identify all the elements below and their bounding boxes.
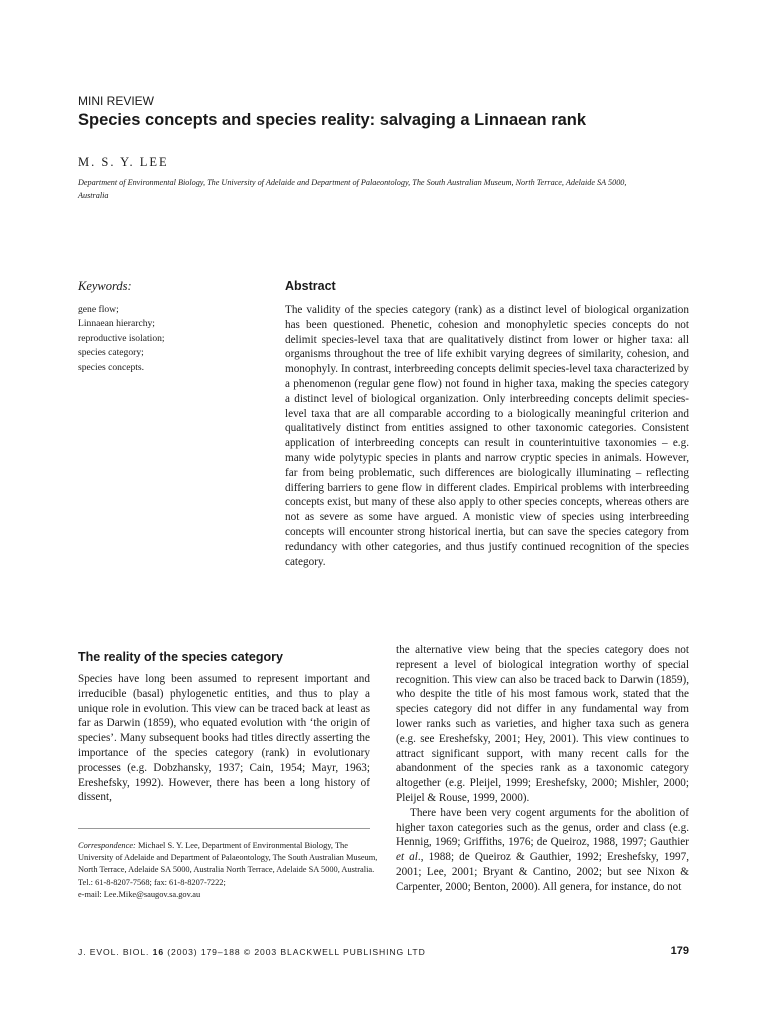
keywords-list [78, 303, 165, 375]
keyword-item: species concepts. [78, 361, 145, 373]
author-name: M. S. Y. LEE [78, 155, 169, 169]
body-paragraph: Species have long been assumed to represent important and irreducible (basal) phylogenetic entities, and thus to play a unique role in evolution. This view can be traced back at least as far as Darwin (1859), who equated evolution with ‘the origin of species’. Many subsequent books had titles directly asserting the importance of the species category (rank) in evolutionary processes (e.g. Dobzhansky, 1937; Cain, 1954; Mayr, 1963; Ereshefsky, 1992). However, there has been a long history of dissent, [78, 673, 370, 804]
paragraph-text: ., 1988; de Queiroz & Gauthier, 1992; Ereshefsky, 1997, 2001; Lee, 2001; Bryant & Cantino, 2002; but see Nixon & Carpenter, 2000; Benton, 2000). All genera, for instance, do not [396, 851, 689, 893]
correspondence-note [78, 840, 378, 901]
keyword-item: Linnaean hierarchy; [78, 318, 155, 330]
section-heading: The reality of the species category [78, 650, 283, 664]
article-title: Species concepts and species reality: salvaging a Linnaean rank [78, 111, 587, 129]
journal-footer [78, 947, 426, 957]
body-paragraph-continued: the alternative view being that the species category does not represent a level of biological integration worthy of special recognition. This view can also be traced back to Darwin (1859), who despite the title of his most famous work, stated that the species category did not differ in any fundamental way from lower ranks such as varieties, and higher taxa such as genera (e.g. see Ereshefsky, 2001; Hey, 2001). This view continues to attract significant support, with many recent calls for the abandonment of the species rank as a taxonomic category altogether (e.g. Pleijel, 1999; Ereshefsky, 2000; Mishler, 2000; Pleijel & Rouse, 1999, 2000). [396, 644, 689, 804]
abstract-heading: Abstract [285, 279, 336, 293]
author-affiliation: Department of Environmental Biology, The University of Adelaide and Department of Palaeontology, The South Australian Museum, North Terrace, Adelaide SA 5000, Australia [78, 178, 627, 200]
footnote-divider [78, 828, 370, 829]
correspondence-phone: Tel.: 61-8-8207-7568; fax: 61-8-8207-7222; [78, 877, 226, 887]
paragraph-text: There have been very cogent arguments for the abolition of higher taxon categories such as the genus, order and class (e.g. Hennig, 1969; Griffiths, 1976; de Queiroz, 1988, 1997; Gauthier [396, 806, 689, 849]
keyword-item: gene flow; [78, 304, 119, 315]
correspondence-body: Michael S. Y. Lee, Department of Environmental Biology, The University of Adelaide and Department of Palaeontology, The South Australian Museum, North Terrace, Adelaide SA 5000, Australia North Terrace, Adelaide SA 5000, Australia. [78, 841, 378, 875]
correspondence-label: Correspondence: [78, 841, 136, 850]
body-paragraph [396, 806, 689, 895]
page-number: 179 [670, 945, 689, 957]
abstract-text: The validity of the species category (rank) as a distinct level of biological organization has been questioned. Phenetic, cohesion and monophyletic species concepts do not delimit species-level taxa that are qualitatively distinct from lower or higher taxa: all organisms throughout the tree of life exhibit varying degrees of similarity, cohesion, and monophyly. In contrast, interbreeding concepts delimit species-level taxa characterized by a phenomenon (regular gene flow) not found in higher taxa, making the species category a distinct level of biological organization. Only interbreeding concepts delimit species-level taxa that are all comparable according to a biologically meaningful criterion and qualitatively distinct from entities assigned to other taxonomic categories. Consistent application of interbreeding concepts can result in counterintuitive taxonomies – e.g. many wide polytypic species in plants and narrow cryptic species in animals. However, far from being problematic, such differences are biologically illuminating – reflecting differing barriers to gene flow in different clades. Empirical problems with interbreeding concepts exist, but many of these also apply to other species concepts, whereas others are not as severe as some have argued. A monistic view of species using interbreeding concepts will encounter strong historical inertia, but can save the species category from redundancy with other categories, and thus justify continued recognition of the species category. [285, 304, 689, 568]
body-column-right [396, 643, 689, 895]
keywords-heading: Keywords: [78, 279, 132, 293]
journal-volume: 16 [152, 947, 164, 957]
journal-citation: (2003) 179–188 © 2003 BLACKWELL PUBLISHING LTD [164, 947, 426, 957]
keyword-item: species category; [78, 347, 144, 359]
correspondence-email: e-mail: Lee.Mike@saugov.sa.gov.au [78, 889, 201, 899]
journal-name: J. EVOL. BIOL. [78, 947, 153, 957]
section-label: MINI REVIEW [78, 94, 155, 108]
correspondence-address [78, 840, 378, 877]
italic-text: et al [396, 851, 418, 864]
keyword-item: reproductive isolation; [78, 332, 165, 344]
